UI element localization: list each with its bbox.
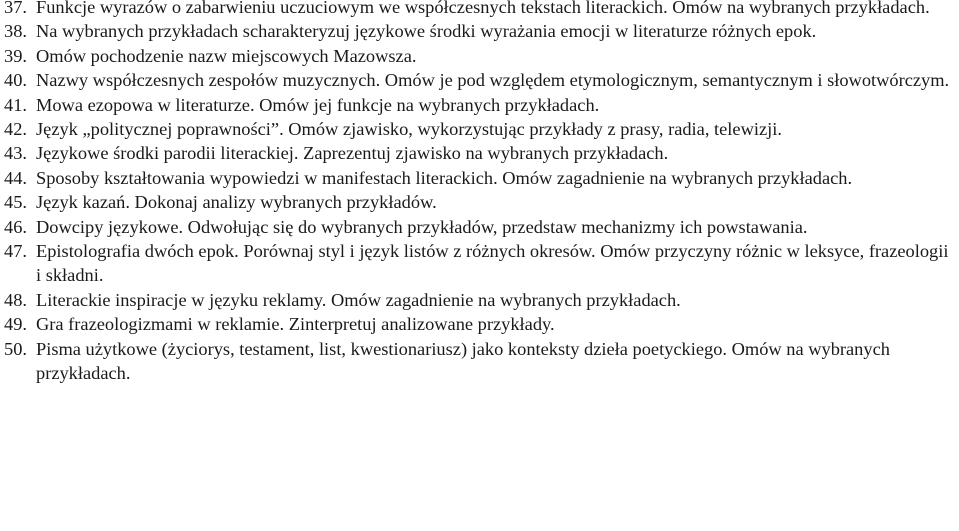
item-number: 42. [4,119,27,140]
item-number: 37. [4,0,27,17]
topic-list [4,0,954,386]
item-number: 48. [4,289,27,310]
list-item [4,0,954,19]
list-item [4,44,954,68]
item-text: Na wybranych przykładach scharakteryzuj językowe środki wyrażania emocji w literaturze różnych epok. [36,21,817,42]
item-text: Mowa ezopowa w literaturze. Omów jej funkcje na wybranych przykładach. [36,94,600,115]
list-item [4,93,954,117]
item-number: 47. [4,241,27,262]
list-item [4,166,954,190]
item-text: Gra frazeologizmami w reklamie. Zinterpretuj analizowane przykłady. [36,314,555,335]
list-item [4,19,954,43]
item-number: 38. [4,21,27,42]
item-text: Funkcje wyrazów o zabarwieniu uczuciowym we współczesnych tekstach literackich. Omów na wybranych przykładach. [36,0,930,17]
list-item [4,337,954,386]
item-number: 49. [4,314,27,335]
item-text: Epistolografia dwóch epok. Porównaj styl i język listów z różnych okresów. Omów przyczyny różnic w leksyce, frazeologii i składni. [36,241,949,286]
list-item [4,312,954,336]
list-item [4,288,954,312]
list-item [4,68,954,92]
item-text: Omów pochodzenie nazw miejscowych Mazowsza. [36,45,417,66]
list-item [4,239,954,288]
item-number: 45. [4,192,27,213]
list-item [4,141,954,165]
list-item [4,190,954,214]
list-item [4,215,954,239]
item-number: 44. [4,167,27,188]
item-number: 41. [4,94,27,115]
item-text: Literackie inspiracje w języku reklamy. Omów zagadnienie na wybranych przykładach. [36,289,681,310]
list-item [4,117,954,141]
item-number: 50. [4,338,27,359]
item-text: Język kazań. Dokonaj analizy wybranych przykładów. [36,192,437,213]
item-text: Dowcipy językowe. Odwołując się do wybranych przykładów, przedstaw mechanizmy ich powstawania. [36,216,808,237]
item-text: Nazwy współczesnych zespołów muzycznych. Omów je pod względem etymologicznym, semantycznym i słowotwórczym. [36,70,950,91]
item-number: 43. [4,143,27,164]
item-number: 40. [4,70,27,91]
item-text: Sposoby kształtowania wypowiedzi w manifestach literackich. Omów zagadnienie na wybranych przykładach. [36,167,853,188]
item-text: Pisma użytkowe (życiorys, testament, list, kwestionariusz) jako konteksty dzieła poetyckiego. Omów na wybranych przykładach. [36,338,890,384]
item-number: 39. [4,45,27,66]
item-number: 46. [4,216,27,237]
item-text: Język „politycznej poprawności”. Omów zjawisko, wykorzystując przykłady z prasy, radia, telewizji. [36,119,782,140]
item-text: Językowe środki parodii literackiej. Zaprezentuj zjawisko na wybranych przykładach. [36,143,669,164]
